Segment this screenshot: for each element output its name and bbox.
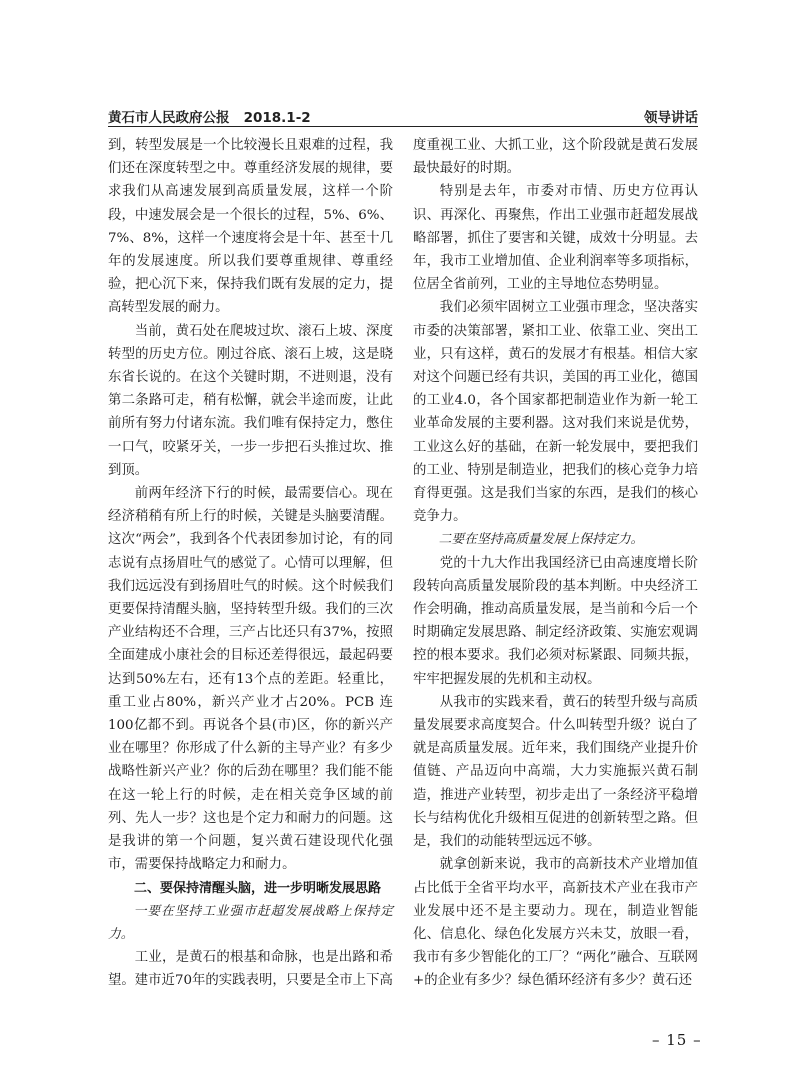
- header-rule: [108, 126, 698, 127]
- paragraph: 党的十九大作出我国经济已由高速度增长阶段转向高质量发展阶段的基本判断。中央经济工作会明确，推动高质量发展，是当前和今后一个时期确定发展思路、制定经济政策、实施宏观调控的根本要求。我们必须对标紧跟、同频共振，牢牢把握发展的先机和主动权。: [413, 555, 698, 687]
- paragraph: 前两年经济下行的时候，最需要信心。现在经济稍稍有所上行的时候，关键是头脑要清醒。这次“两会”，我到各个代表团参加讨论，有的同志说有点扬眉吐气的感觉了。心情可以理解，但我们远远没有到扬眉吐气的时候。这个时候我们更要保持清醒头脑，坚持转型升级。我们的三次产业结构还不合理，三产占比还只有37%，按照全面建成小康社会的目标还差得很远，最起码要达到50%左右，还有13个点的差距。轻重比，重工业占80%，新兴产业才占20%。PCB 连100亿都不到。再说各个县(市)区，你的新兴产业在哪里？你形成了什么新的主导产业？有多少战略性新兴产业？你的后劲在哪里？我们能不能在这一轮上行的时候，走在相关竞争区域的前列、先人一步？这也是个定力和耐力的问题。这是我讲的第一个问题，复兴黄石建设现代化强市，需要保持战略定力和耐力。: [108, 486, 393, 873]
- page-number: – 15 –: [652, 1031, 702, 1049]
- paragraph: 工业，是黄石的根基和命脉，也是出路和希望。建市近70年的实践表明，只要是全市上下高: [108, 950, 393, 989]
- subheading: 一要在坚持工业强市赶超发展战略上保持定力。: [108, 903, 393, 942]
- publication-title: 黄石市人民政府公报 2018.1-2: [108, 110, 311, 126]
- paragraph: 到，转型发展是一个比较漫长且艰难的过程，我们还在深度转型之中。尊重经济发展的规律，要求我们从高速发展到高质量发展，这样一个阶段，中速发展会是一个很长的过程，5%、6%、7%、8%，这样一个速度将会是十年、甚至十几年的发展速度。所以我们要尊重规律、尊重经验，把心沉下来，保持我们既有发展的定力，提高转型发展的耐力。: [108, 138, 393, 316]
- subheading: 二要在坚持高质量发展上保持定力。: [438, 532, 644, 548]
- paragraph: 特别是去年，市委对市情、历史方位再认识、再深化、再聚焦，作出工业强市赶超发展战略部署，抓住了要害和关键，成效十分明显。去年，我市工业增加值、企业利润率等多项指标，位居全省前列，工业的主导地位态势明显。: [413, 184, 698, 293]
- left-column: [108, 134, 393, 993]
- section-heading: 二、要保持清醒头脑，进一步明晰发展思路: [134, 880, 382, 896]
- paragraph: 我们必须牢固树立工业强市理念，坚决落实市委的决策部署，紧扣工业、依靠工业、突出工业，只有这样，黄石的发展才有根基。相信大家对这个问题已经有共识，美国的再工业化，德国的工业4.0，各个国家都把制造业作为新一轮工业革命发展的主要利器。这对我们来说是优势，工业这么好的基础，在新一轮发展中，要把我们的工业、特别是制造业，把我们的核心竞争力培育得更强。这是我们当家的东西，是我们的核心竞争力。: [413, 300, 698, 525]
- paragraph: 从我市的实践来看，黄石的转型升级与高质量发展要求高度契合。什么叫转型升级？说白了就是高质量发展。近年来，我们围绕产业提升价值链、产品迈向中高端，大力实施振兴黄石制造，推进产业转型，初步走出了一条经济平稳增长与结构优化升级相互促进的创新转型之路。但是，我们的动能转型远远不够。: [413, 694, 698, 850]
- paragraph: 就拿创新来说，我市的高新技术产业增加值占比低于全省平均水平，高新技术产业在我市产业发展中还不是主要动力。现在，制造业智能化、信息化、绿色化发展方兴未艾，放眼一看，我市有多少智能化的工厂？“两化”融合、互联网+的企业有多少？绿色循环经济有多少？黄石还: [413, 857, 698, 989]
- paragraph: 当前，黄石处在爬坡过坎、滚石上坡、深度转型的历史方位。刚过谷底、滚石上坡，这是晓东省长说的。在这个关键时期，不进则退，没有第二条路可走，稍有松懈，就会半途而废，让此前所有努力付诸东流。我们唯有保持定力，憋住一口气，咬紧牙关，一步一步把石头推过坎、推到顶。: [108, 323, 393, 478]
- paragraph: 度重视工业、大抓工业，这个阶段就是黄石发展最快最好的时期。: [413, 138, 698, 177]
- section-label: 领导讲话: [644, 110, 698, 126]
- page-header: [108, 100, 698, 126]
- right-column: [413, 134, 698, 993]
